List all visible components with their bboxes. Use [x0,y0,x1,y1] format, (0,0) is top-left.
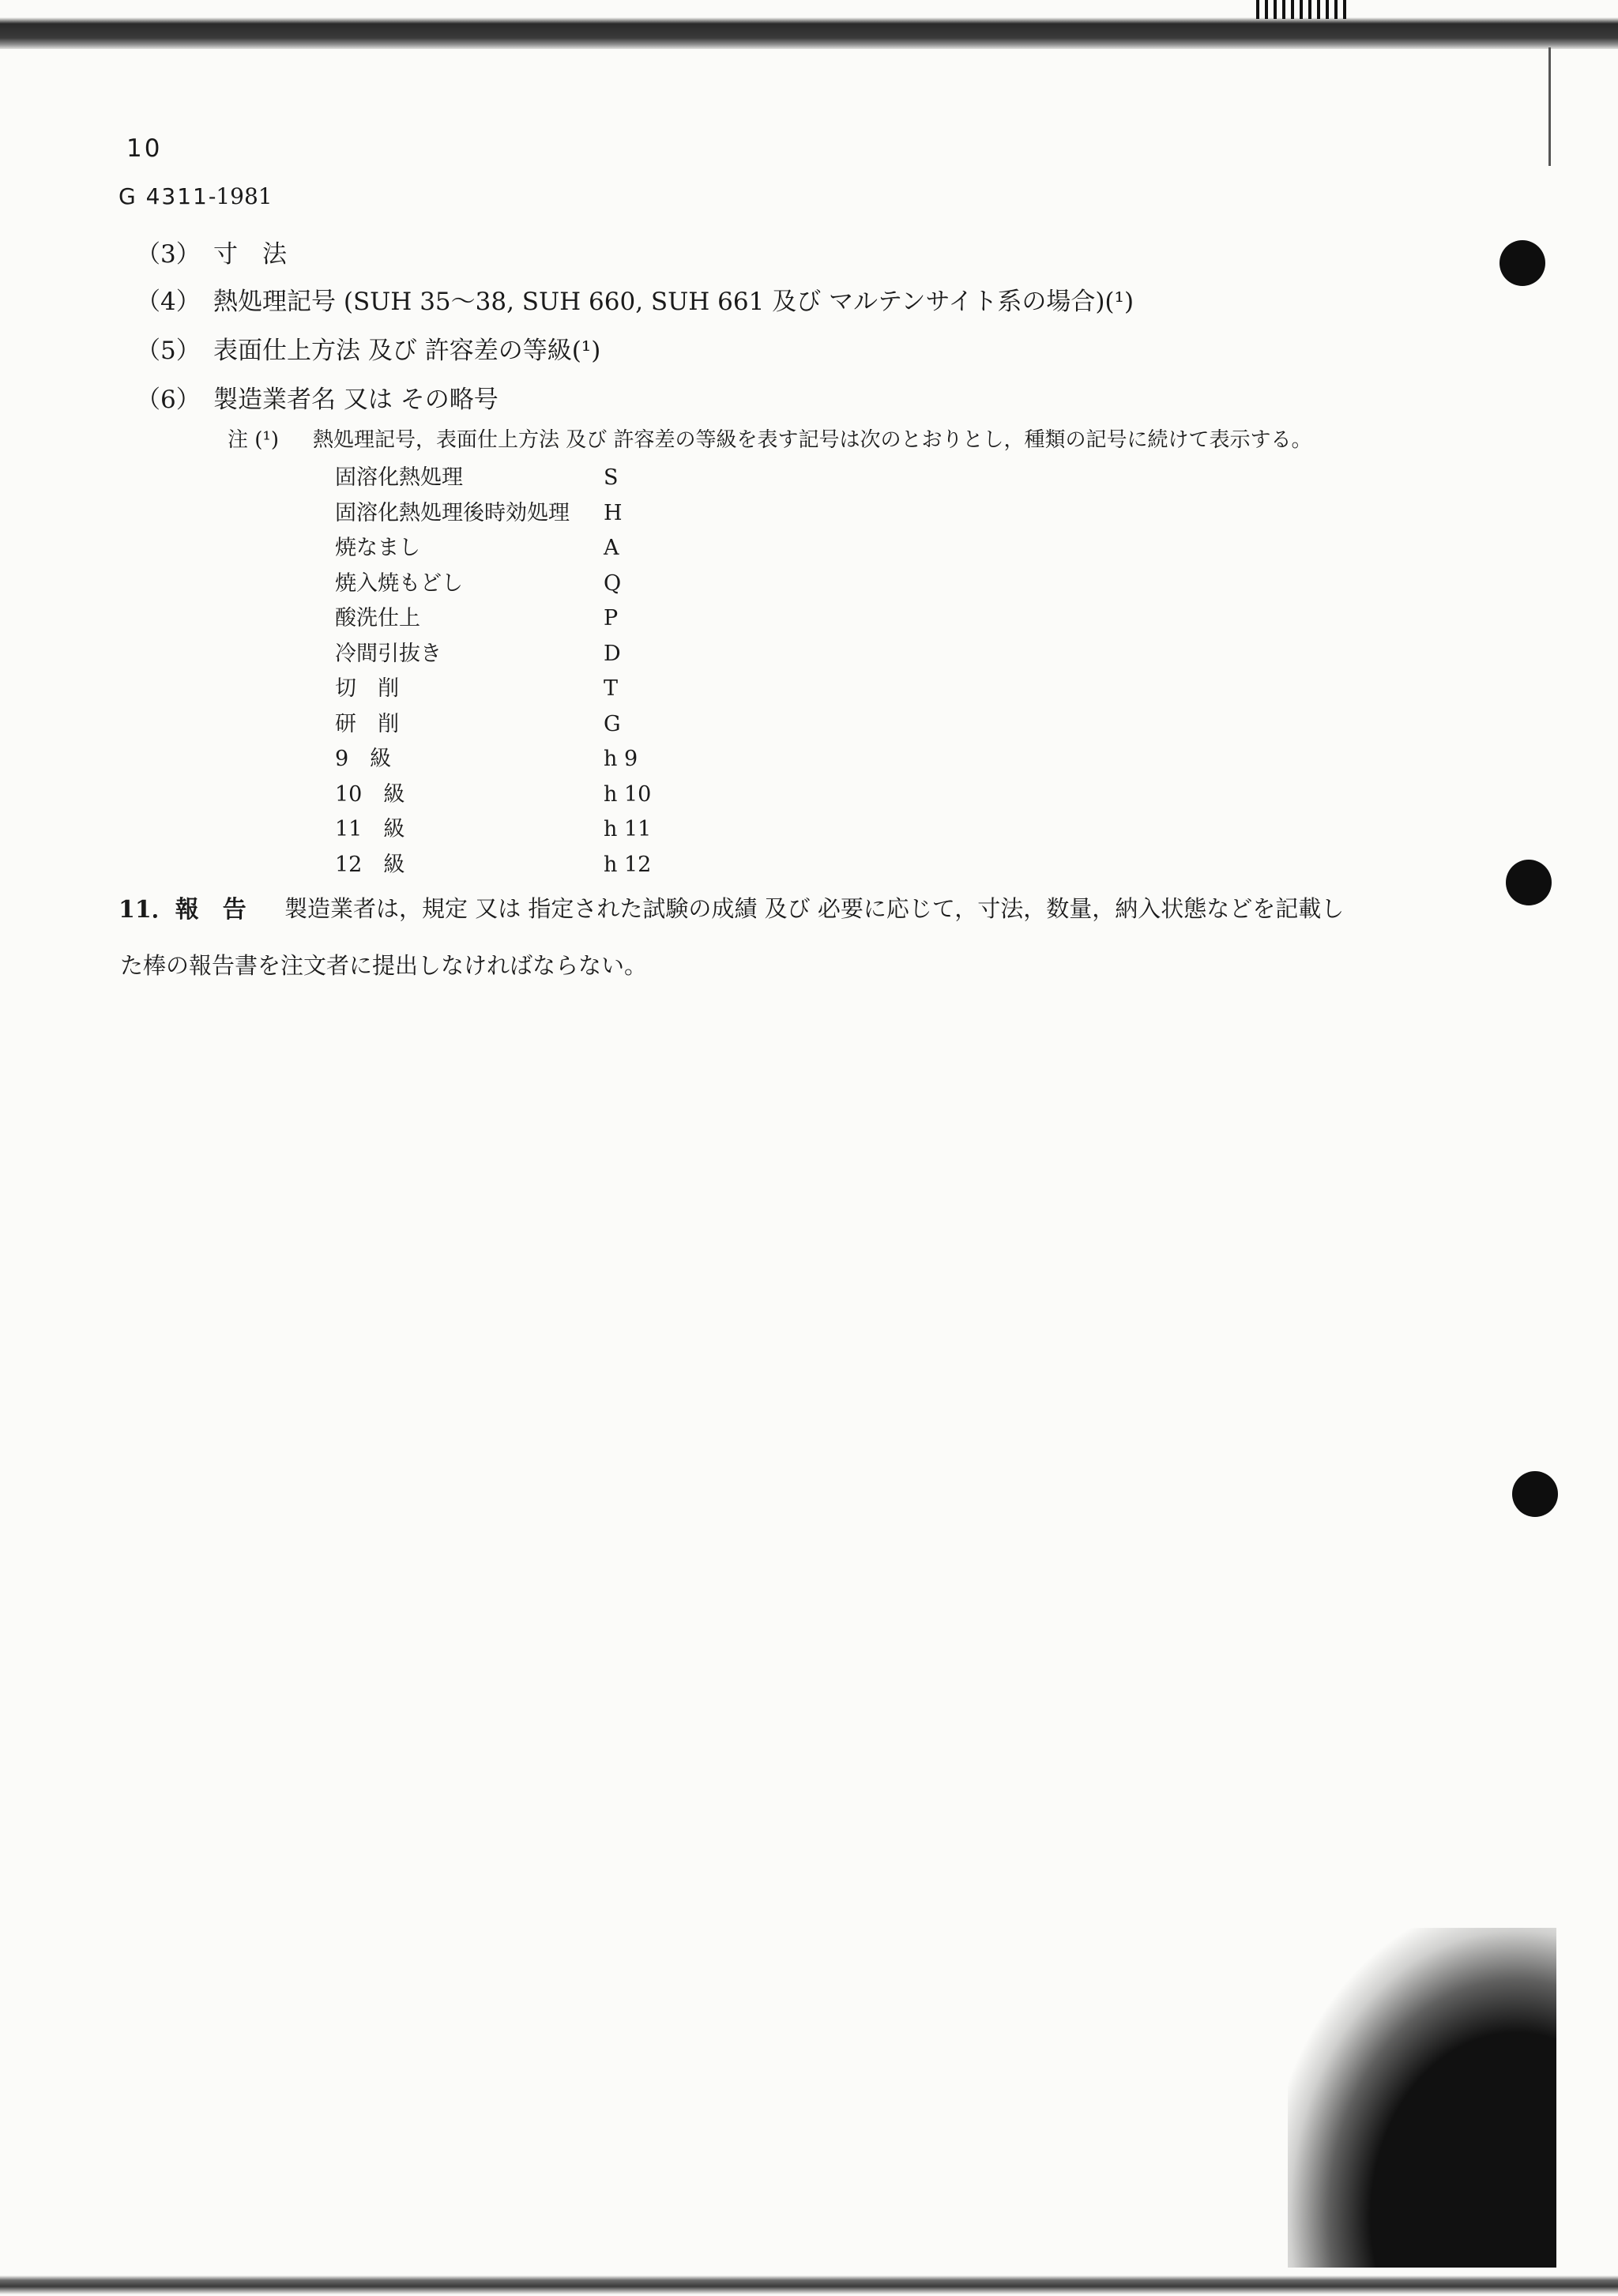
symbol-code: H [604,500,623,525]
symbol-row [335,460,651,495]
marking-item [136,234,287,269]
symbol-term: 研 削 [335,711,399,736]
symbol-row [335,811,651,847]
symbol-code: A [604,536,619,560]
symbol-code: T [604,676,619,701]
section-body-line: た棒の報告書を注文者に提出しなければならない。 [120,952,648,979]
symbol-row [335,495,651,531]
symbol-code: h 9 [604,747,638,771]
marking-item [136,281,1134,317]
symbol-term: 酸洗仕上 [335,606,420,630]
page-number: 10 [126,134,163,163]
symbol-term: 11 級 [335,817,405,841]
standard-year: -1981 [208,183,273,209]
binder-hole [1499,240,1545,286]
item-text: 表面仕上方法 及び 許容差の等級(¹) [213,337,601,365]
symbol-code: P [604,606,619,630]
symbol-row [335,566,651,601]
symbol-code: h 11 [604,817,652,841]
symbol-term: 9 級 [335,747,392,771]
scan-right-edge-mark [1548,47,1551,166]
symbol-code: h 12 [604,852,652,877]
symbol-code: S [604,465,619,490]
scan-bottom-edge [0,2275,1618,2296]
symbol-row [335,741,651,777]
binder-hole [1512,1471,1558,1517]
symbol-term: 冷間引抜き [335,641,442,666]
binder-hole [1506,860,1552,905]
item-number: （3） [136,240,201,269]
symbol-term: 10 級 [335,781,405,807]
marking-item [136,330,600,366]
symbol-code: Q [604,570,622,596]
symbol-term: 固溶化熱処理後時効処理 [335,500,570,525]
marking-item [136,379,499,415]
symbol-table [335,460,651,882]
symbol-term: 焼なまし [335,536,420,560]
standard-code [119,183,273,209]
symbol-code: D [604,641,621,666]
item-text: 熱処理記号 (SUH 35～38, SUH 660, SUH 661 及び マルテンサイト系の場合)(¹) [213,288,1134,316]
symbol-term: 固溶化熱処理 [335,465,463,490]
symbol-term: 焼入焼もどし [335,570,463,596]
symbol-term: 切 削 [335,676,399,701]
symbol-row [335,706,651,742]
symbol-term: 12 級 [335,852,405,877]
standard-id: G 4311 [119,183,209,209]
symbol-row [335,777,651,812]
footnote [228,423,1312,453]
symbol-row [335,671,651,706]
symbol-code: h 10 [604,781,652,807]
item-text: 製造業者名 又は その略号 [213,386,499,414]
scan-top-edge [0,0,1618,49]
item-number: （6） [136,386,201,414]
item-text: 寸 法 [213,240,287,269]
symbol-code: G [604,711,621,736]
footnote-text: 熱処理記号，表面仕上方法 及び 許容差の等級を表す記号は次のとおりとし，種類の記号に続けて表示する。 [313,428,1312,452]
item-number: （4） [136,288,201,316]
symbol-row [335,530,651,566]
scan-corner-shadow [1288,1928,1556,2268]
section-heading: 11．報 告 [119,896,246,924]
scan-top-marks [1256,0,1351,19]
symbol-row [335,600,651,636]
item-number: （5） [136,337,201,365]
symbol-row [335,636,651,672]
footnote-mark: 注 (¹) [228,428,279,452]
section-body-line: 製造業者は，規定 又は 指定された試験の成績 及び 必要に応じて，寸法，数量，納入状態などを記載し [284,895,1345,922]
symbol-row [335,847,651,883]
